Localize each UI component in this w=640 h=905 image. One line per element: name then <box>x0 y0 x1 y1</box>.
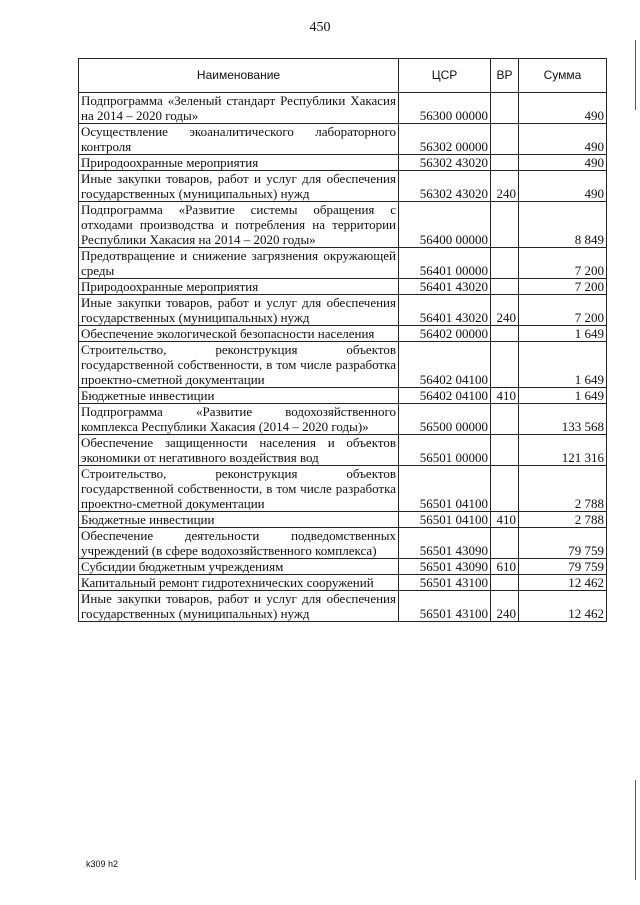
row-name: Иные закупки товаров, работ и услуг для обеспечения государственных (муниципальных) нужд <box>79 171 399 202</box>
table-row <box>79 295 607 326</box>
row-vr <box>491 435 519 466</box>
row-csr: 56501 43100 <box>399 591 491 622</box>
row-sum: 79 759 <box>519 559 607 575</box>
row-name: Иные закупки товаров, работ и услуг для обеспечения государственных (муниципальных) нужд <box>79 295 399 326</box>
row-csr: 56300 00000 <box>399 93 491 124</box>
page-number: 450 <box>309 20 331 35</box>
row-csr: 56302 43020 <box>399 171 491 202</box>
row-sum: 133 568 <box>519 404 607 435</box>
table-row <box>79 388 607 404</box>
row-vr: 410 <box>491 388 519 404</box>
scan-edge-mark <box>635 40 636 110</box>
row-name: Подпрограмма «Развитие водохозяйственного комплекса Республики Хакасия (2014 – 2020 годы)» <box>79 404 399 435</box>
table-row <box>79 591 607 622</box>
row-csr: 56401 00000 <box>399 248 491 279</box>
row-name: Природоохранные мероприятия <box>79 279 399 295</box>
row-csr: 56401 43020 <box>399 295 491 326</box>
row-vr <box>491 124 519 155</box>
table-row <box>79 279 607 295</box>
row-csr: 56302 43020 <box>399 155 491 171</box>
row-vr <box>491 155 519 171</box>
row-csr: 56402 04100 <box>399 342 491 388</box>
row-csr: 56501 00000 <box>399 435 491 466</box>
table-row <box>79 528 607 559</box>
row-csr: 56501 04100 <box>399 466 491 512</box>
row-sum: 490 <box>519 124 607 155</box>
row-vr: 410 <box>491 512 519 528</box>
table-row <box>79 512 607 528</box>
row-vr: 240 <box>491 295 519 326</box>
row-vr <box>491 248 519 279</box>
row-name: Обеспечение деятельности подведомственных учреждений (в сфере водохозяйственного комплекса) <box>79 528 399 559</box>
footer-code: k309 h2 <box>86 859 119 869</box>
table-row <box>79 124 607 155</box>
row-csr: 56302 00000 <box>399 124 491 155</box>
row-name: Бюджетные инвестиции <box>79 512 399 528</box>
row-sum: 79 759 <box>519 528 607 559</box>
row-name: Подпрограмма «Зеленый стандарт Республики Хакасия на 2014 – 2020 годы» <box>79 93 399 124</box>
scan-edge-mark <box>635 780 636 880</box>
row-vr <box>491 326 519 342</box>
row-name: Предотвращение и снижение загрязнения окружающей среды <box>79 248 399 279</box>
row-vr: 240 <box>491 591 519 622</box>
row-sum: 1 649 <box>519 326 607 342</box>
row-csr: 56401 43020 <box>399 279 491 295</box>
table-row <box>79 326 607 342</box>
row-sum: 8 849 <box>519 202 607 248</box>
row-name: Субсидии бюджетным учреждениям <box>79 559 399 575</box>
header-name: Наименование <box>79 59 399 93</box>
row-name: Строительство, реконструкция объектов государственной собственности, в том числе разработка проектно-сметной документации <box>79 466 399 512</box>
row-vr <box>491 404 519 435</box>
row-vr <box>491 528 519 559</box>
budget-table <box>78 58 607 622</box>
row-vr <box>491 342 519 388</box>
header-vr: ВР <box>491 59 519 93</box>
row-sum: 2 788 <box>519 512 607 528</box>
row-sum: 7 200 <box>519 248 607 279</box>
table-row <box>79 342 607 388</box>
row-name: Осуществление экоаналитического лабораторного контроля <box>79 124 399 155</box>
row-vr <box>491 466 519 512</box>
row-sum: 490 <box>519 155 607 171</box>
table-row <box>79 435 607 466</box>
row-vr <box>491 202 519 248</box>
row-name: Обеспечение экологической безопасности населения <box>79 326 399 342</box>
table-header-row <box>79 59 607 93</box>
row-vr <box>491 279 519 295</box>
header-csr: ЦСР <box>399 59 491 93</box>
table-row <box>79 93 607 124</box>
row-csr: 56402 00000 <box>399 326 491 342</box>
row-csr: 56402 04100 <box>399 388 491 404</box>
row-name: Строительство, реконструкция объектов государственной собственности, в том числе разработка проектно-сметной документации <box>79 342 399 388</box>
row-csr: 56500 00000 <box>399 404 491 435</box>
table-row <box>79 466 607 512</box>
row-sum: 1 649 <box>519 388 607 404</box>
row-name: Бюджетные инвестиции <box>79 388 399 404</box>
row-sum: 12 462 <box>519 591 607 622</box>
row-vr <box>491 575 519 591</box>
header-sum: Сумма <box>519 59 607 93</box>
row-csr: 56501 43100 <box>399 575 491 591</box>
row-name: Подпрограмма «Развитие системы обращения с отходами производства и потребления на территории Республики Хакасия на 2014 – 2020 годы» <box>79 202 399 248</box>
row-csr: 56501 43090 <box>399 528 491 559</box>
row-sum: 12 462 <box>519 575 607 591</box>
row-csr: 56501 43090 <box>399 559 491 575</box>
row-name: Обеспечение защищенности населения и объектов экономики от негативного воздействия вод <box>79 435 399 466</box>
table-row <box>79 575 607 591</box>
table-row <box>79 404 607 435</box>
table-row <box>79 202 607 248</box>
row-sum: 7 200 <box>519 295 607 326</box>
row-name: Природоохранные мероприятия <box>79 155 399 171</box>
row-vr: 610 <box>491 559 519 575</box>
row-csr: 56400 00000 <box>399 202 491 248</box>
row-sum: 2 788 <box>519 466 607 512</box>
table-row <box>79 248 607 279</box>
row-sum: 490 <box>519 93 607 124</box>
row-sum: 490 <box>519 171 607 202</box>
row-vr <box>491 93 519 124</box>
table-row <box>79 155 607 171</box>
row-sum: 1 649 <box>519 342 607 388</box>
row-name: Капитальный ремонт гидротехнических сооружений <box>79 575 399 591</box>
table-row <box>79 171 607 202</box>
row-csr: 56501 04100 <box>399 512 491 528</box>
row-sum: 7 200 <box>519 279 607 295</box>
table-row <box>79 559 607 575</box>
row-vr: 240 <box>491 171 519 202</box>
row-name: Иные закупки товаров, работ и услуг для обеспечения государственных (муниципальных) нужд <box>79 591 399 622</box>
row-sum: 121 316 <box>519 435 607 466</box>
